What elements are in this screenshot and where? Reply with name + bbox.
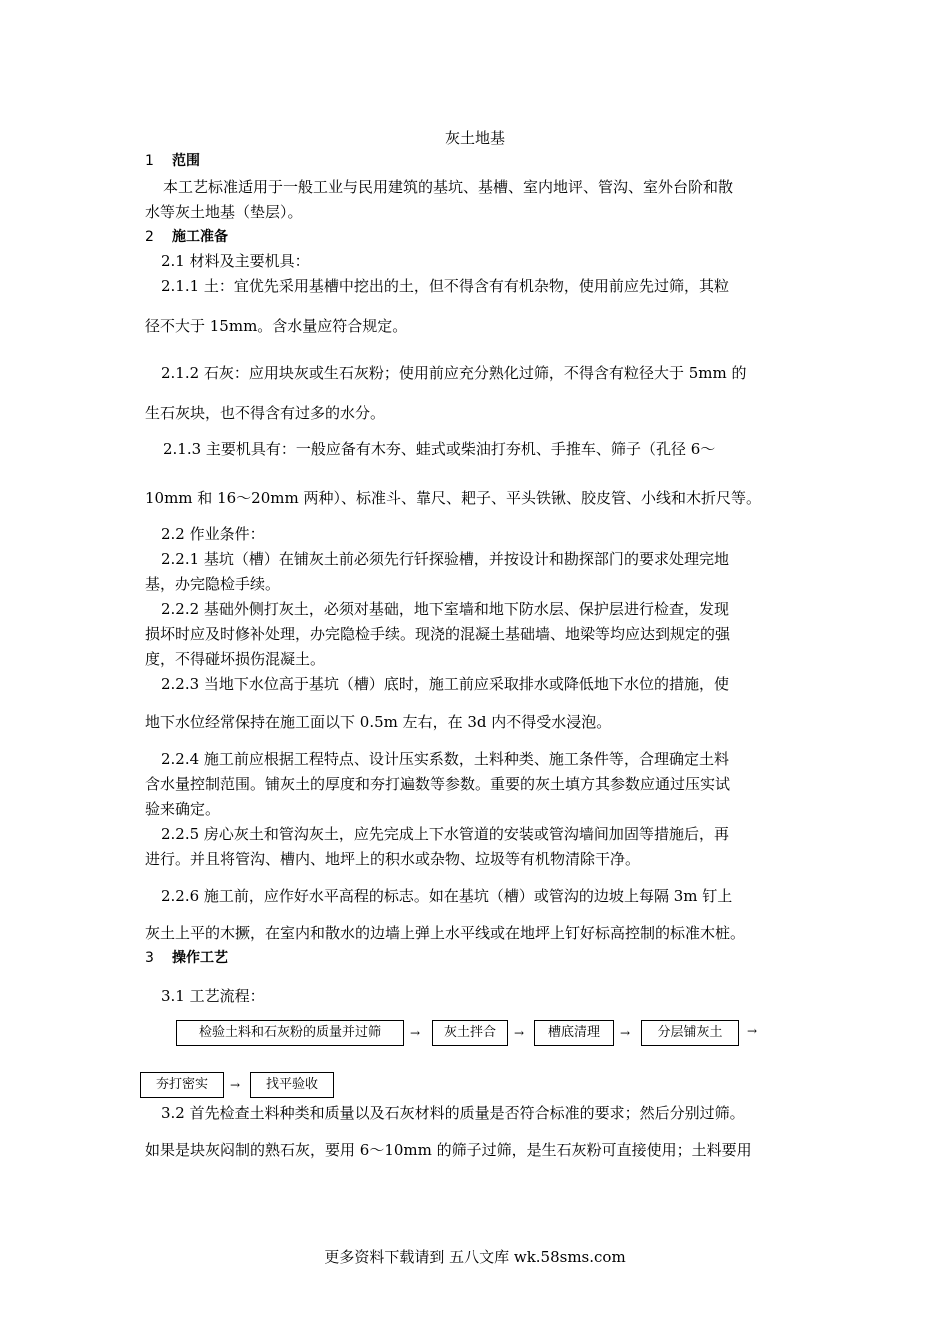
paragraph-2-2-5-line1: 2.2.5 房心灰土和管沟灰土，应先完成上下水管道的安装或管沟墙间加固等措施后，再 (161, 825, 729, 843)
arrow-right-icon: → (230, 1078, 241, 1092)
arrow-right-icon: → (620, 1026, 631, 1040)
paragraph-2-1-1-line2: 径不大于 15mm。含水量应符合规定。 (145, 317, 408, 335)
paragraph-2-1-3-line1: 2.1.3 主要机具有：一般应备有木夯、蛙式或柴油打夯机、手推车、筛子（孔径 6～ (163, 440, 716, 458)
section-heading-3 (145, 947, 228, 967)
flow-step-4: 分层铺灰土 (641, 1020, 739, 1046)
paragraph-2-2-2-line2: 损坏时应及时修补处理，办完隐检手续。现浇的混凝土基础墙、地梁等均应达到规定的强 (145, 625, 731, 643)
section-heading-1 (145, 150, 200, 170)
paragraph-2-1-2-line2: 生石灰块，也不得含有过多的水分。 (145, 404, 386, 422)
paragraph-2-2-5-line2: 进行。并且将管沟、槽内、地坪上的积水或杂物、垃圾等有机物清除干净。 (145, 850, 641, 868)
paragraph-scope-line2: 水等灰土地基（垫层）。 (145, 203, 303, 221)
paragraph-2-2-1-line2: 基，办完隐检手续。 (145, 575, 281, 593)
paragraph-3-2-line1: 3.2 首先检查土料种类和质量以及石灰材料的质量是否符合标准的要求；然后分别过筛。 (161, 1104, 745, 1122)
paragraph-2-2-4-line1: 2.2.4 施工前应根据工程特点、设计压实系数，土料种类、施工条件等，合理确定土料 (161, 750, 729, 768)
page-title: 灰土地基 (444, 129, 505, 147)
paragraph-2-2-6-line2: 灰土上平的木撅，在室内和散水的边墙上弹上水平线或在地坪上钉好标高控制的标准木桩。 (145, 924, 746, 942)
footer-text: 更多资料下载请到 五八文库 wk.58sms.com (324, 1248, 626, 1266)
section-heading-2 (145, 226, 228, 246)
paragraph-2-2-3-line2: 地下水位经常保持在施工面以下 0.5m 左右，在 3d 内不得受水浸泡。 (145, 713, 612, 731)
arrow-right-icon: → (514, 1026, 525, 1040)
flow-step-2: 灰土拌合 (432, 1020, 508, 1046)
flow-step-3: 槽底清理 (534, 1020, 614, 1046)
flow-step-1: 检验土料和石灰粉的质量并过筛 (176, 1020, 404, 1046)
flow-step-6: 找平验收 (250, 1072, 334, 1098)
section-number: 2 (145, 229, 154, 245)
paragraph-2-2-4-line3: 验来确定。 (145, 800, 221, 818)
paragraph-3-1: 3.1 工艺流程： (161, 987, 265, 1005)
paragraph-2-2-1-line1: 2.2.1 基坑（槽）在铺灰土前必须先行钎探验槽，并按设计和勘探部门的要求处理完地 (161, 550, 729, 568)
paragraph-2-2: 2.2 作业条件： (161, 525, 265, 543)
paragraph-2-2-2-line3: 度，不得碰坏损伤混凝土。 (145, 650, 326, 668)
paragraph-3-2-line2: 如果是块灰闷制的熟石灰，要用 6～10mm 的筛子过筛，是生石灰粉可直接使用；土料要用 (145, 1141, 752, 1159)
section-title: 范围 (172, 153, 200, 169)
paragraph-2-2-3-line1: 2.2.3 当地下水位高于基坑（槽）底时，施工前应采取排水或降低地下水位的措施，使 (161, 675, 729, 693)
paragraph-2-1-2-line1: 2.1.2 石灰：应用块灰或生石灰粉；使用前应充分熟化过筛，不得含有粒径大于 5mm 的 (161, 364, 747, 382)
flow-step-5: 夯打密实 (140, 1072, 224, 1098)
paragraph-2-1-3-line2: 10mm 和 16～20mm 两种）、标准斗、靠尺、耙子、平头铁锹、胶皮管、小线和木折尺等。 (145, 489, 761, 507)
arrow-right-icon: → (747, 1024, 758, 1038)
paragraph-2-2-2-line1: 2.2.2 基础外侧打灰土，必须对基础，地下室墙和地下防水层、保护层进行检查，发现 (161, 600, 729, 618)
paragraph-2-1-1-line1: 2.1.1 土：宜优先采用基槽中挖出的土，但不得含有有机杂物，使用前应先过筛，其粒 (161, 277, 729, 295)
arrow-right-icon: → (410, 1026, 421, 1040)
section-title: 施工准备 (172, 229, 228, 245)
section-title: 操作工艺 (172, 950, 228, 966)
paragraph-scope-line1: 本工艺标准适用于一般工业与民用建筑的基坑、基槽、室内地评、管沟、室外台阶和散 (163, 178, 734, 196)
section-number: 3 (145, 950, 154, 966)
paragraph-2-2-4-line2: 含水量控制范围。铺灰土的厚度和夯打遍数等参数。重要的灰土填方其参数应通过压实试 (145, 775, 731, 793)
paragraph-2-1: 2.1 材料及主要机具： (161, 252, 310, 270)
section-number: 1 (145, 153, 154, 169)
paragraph-2-2-6-line1: 2.2.6 施工前，应作好水平高程的标志。如在基坑（槽）或管沟的边坡上每隔 3m 钉上 (161, 887, 733, 905)
